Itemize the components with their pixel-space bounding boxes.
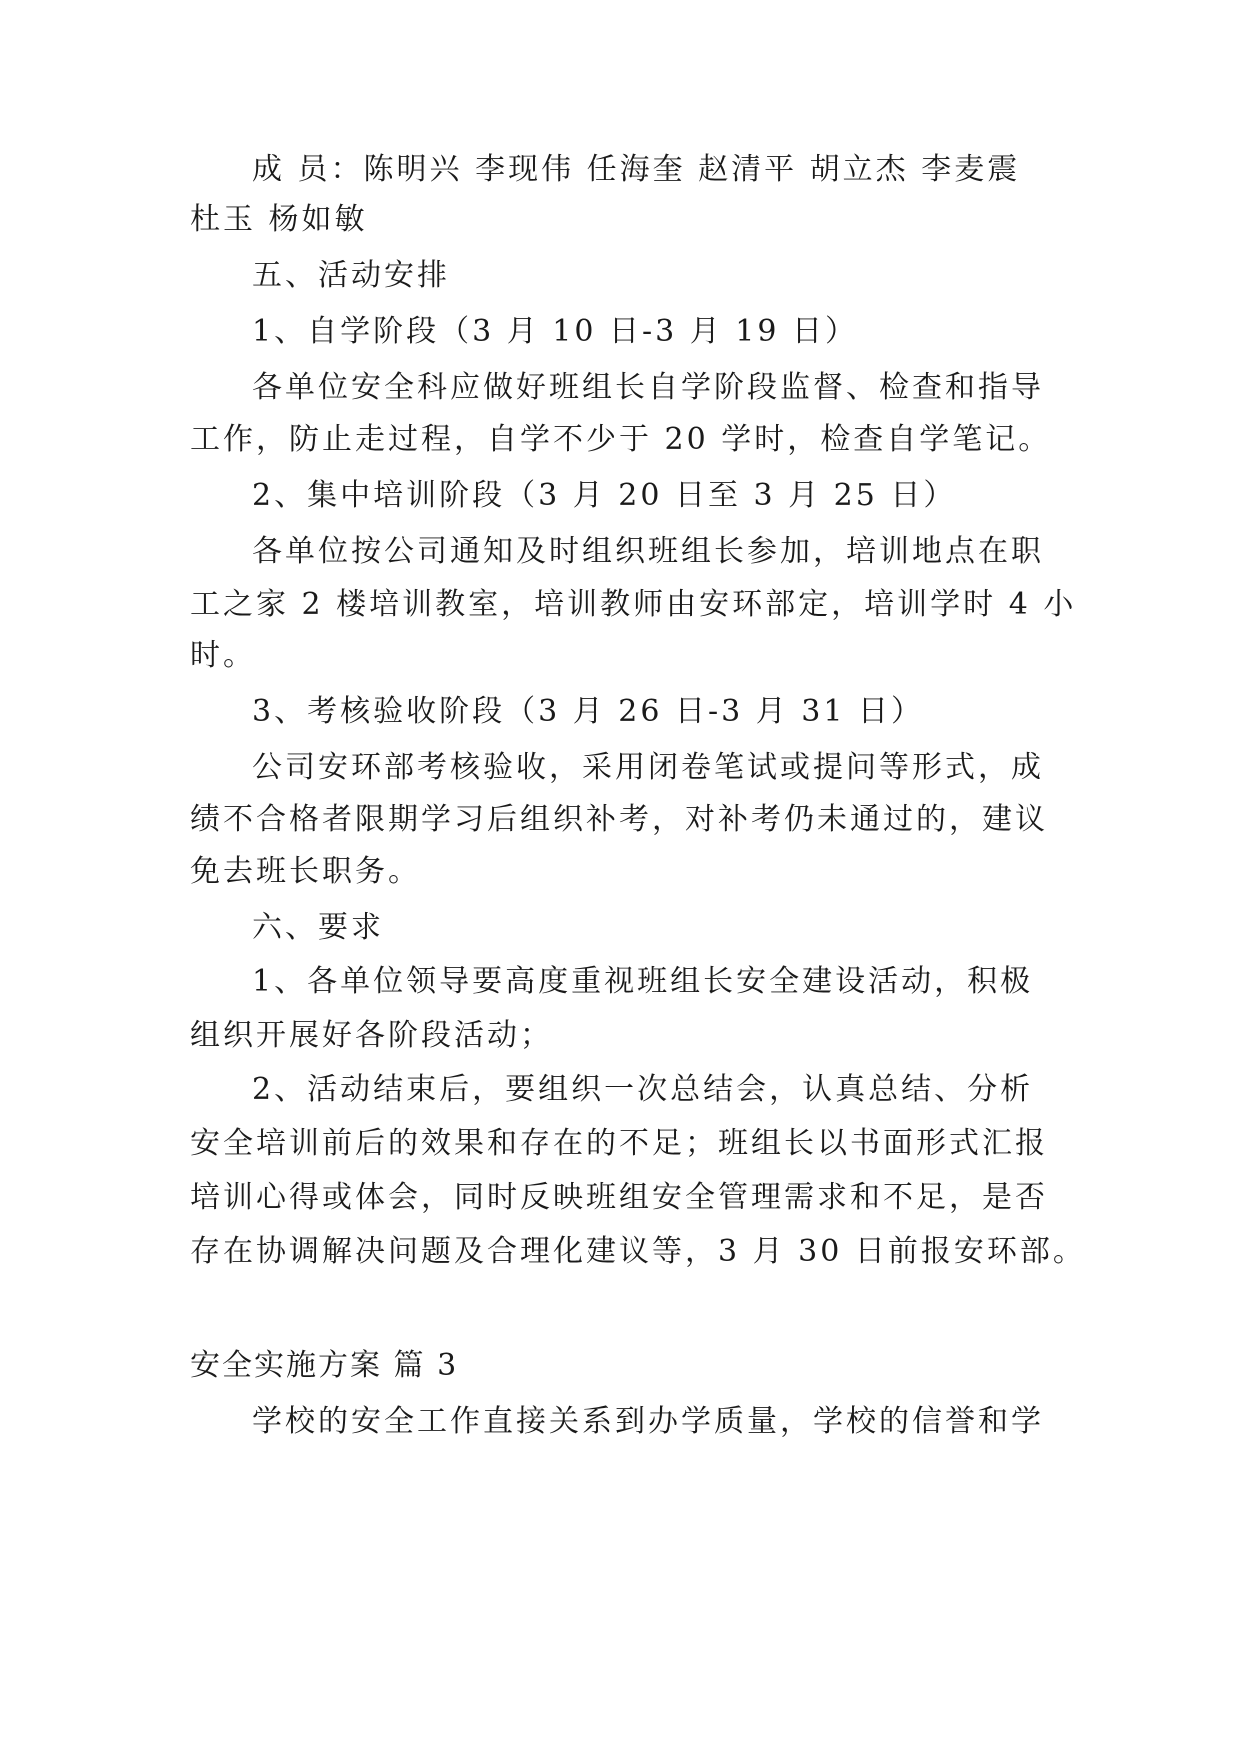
paragraph-line: 绩不合格者限期学习后组织补考，对补考仍未通过的，建议 <box>190 802 1048 837</box>
members-line: 成 员：陈明兴 李现伟 任海奎 赵清平 胡立杰 李麦震 <box>252 152 1021 187</box>
paragraph-line: 各单位按公司通知及时组织班组长参加，培训地点在职 <box>252 534 1044 569</box>
paragraph-line: 学校的安全工作直接关系到办学质量，学校的信誉和学 <box>252 1404 1044 1439</box>
section-heading-activities: 五、活动安排 <box>252 258 450 293</box>
paragraph-line: 培训心得或体会，同时反映班组安全管理需求和不足，是否 <box>190 1180 1048 1215</box>
paragraph-line: 安全培训前后的效果和存在的不足；班组长以书面形式汇报 <box>190 1126 1048 1161</box>
paragraph-line: 公司安环部考核验收，采用闭卷笔试或提问等形式，成 <box>252 750 1044 785</box>
article-title: 安全实施方案 篇 3 <box>190 1348 459 1383</box>
paragraph-line: 组织开展好各阶段活动； <box>190 1018 553 1053</box>
paragraph-line: 各单位安全科应做好班组长自学阶段监督、检查和指导 <box>252 370 1044 405</box>
paragraph-line: 免去班长职务。 <box>190 854 421 889</box>
requirement-2: 2、活动结束后，要组织一次总结会，认真总结、分析 <box>252 1072 1034 1107</box>
paragraph-line: 工作，防止走过程，自学不少于 20 学时，检查自学笔记。 <box>190 422 1052 457</box>
stage-2-heading: 2、集中培训阶段（3 月 20 日至 3 月 25 日） <box>252 478 957 513</box>
paragraph-line: 工之家 2 楼培训教室，培训教师由安环部定，培训学时 4 小 <box>190 587 1077 622</box>
paragraph-line: 时。 <box>190 638 256 673</box>
paragraph-line: 存在协调解决问题及合理化建议等，3 月 30 日前报安环部。 <box>190 1234 1086 1269</box>
stage-3-heading: 3、考核验收阶段（3 月 26 日-3 月 31 日） <box>252 694 924 729</box>
stage-1-heading: 1、自学阶段（3 月 10 日-3 月 19 日） <box>252 314 858 349</box>
requirement-1: 1、各单位领导要高度重视班组长安全建设活动，积极 <box>252 964 1034 999</box>
section-heading-requirements: 六、要求 <box>252 910 384 945</box>
members-line-cont: 杜玉 杨如敏 <box>190 202 368 237</box>
